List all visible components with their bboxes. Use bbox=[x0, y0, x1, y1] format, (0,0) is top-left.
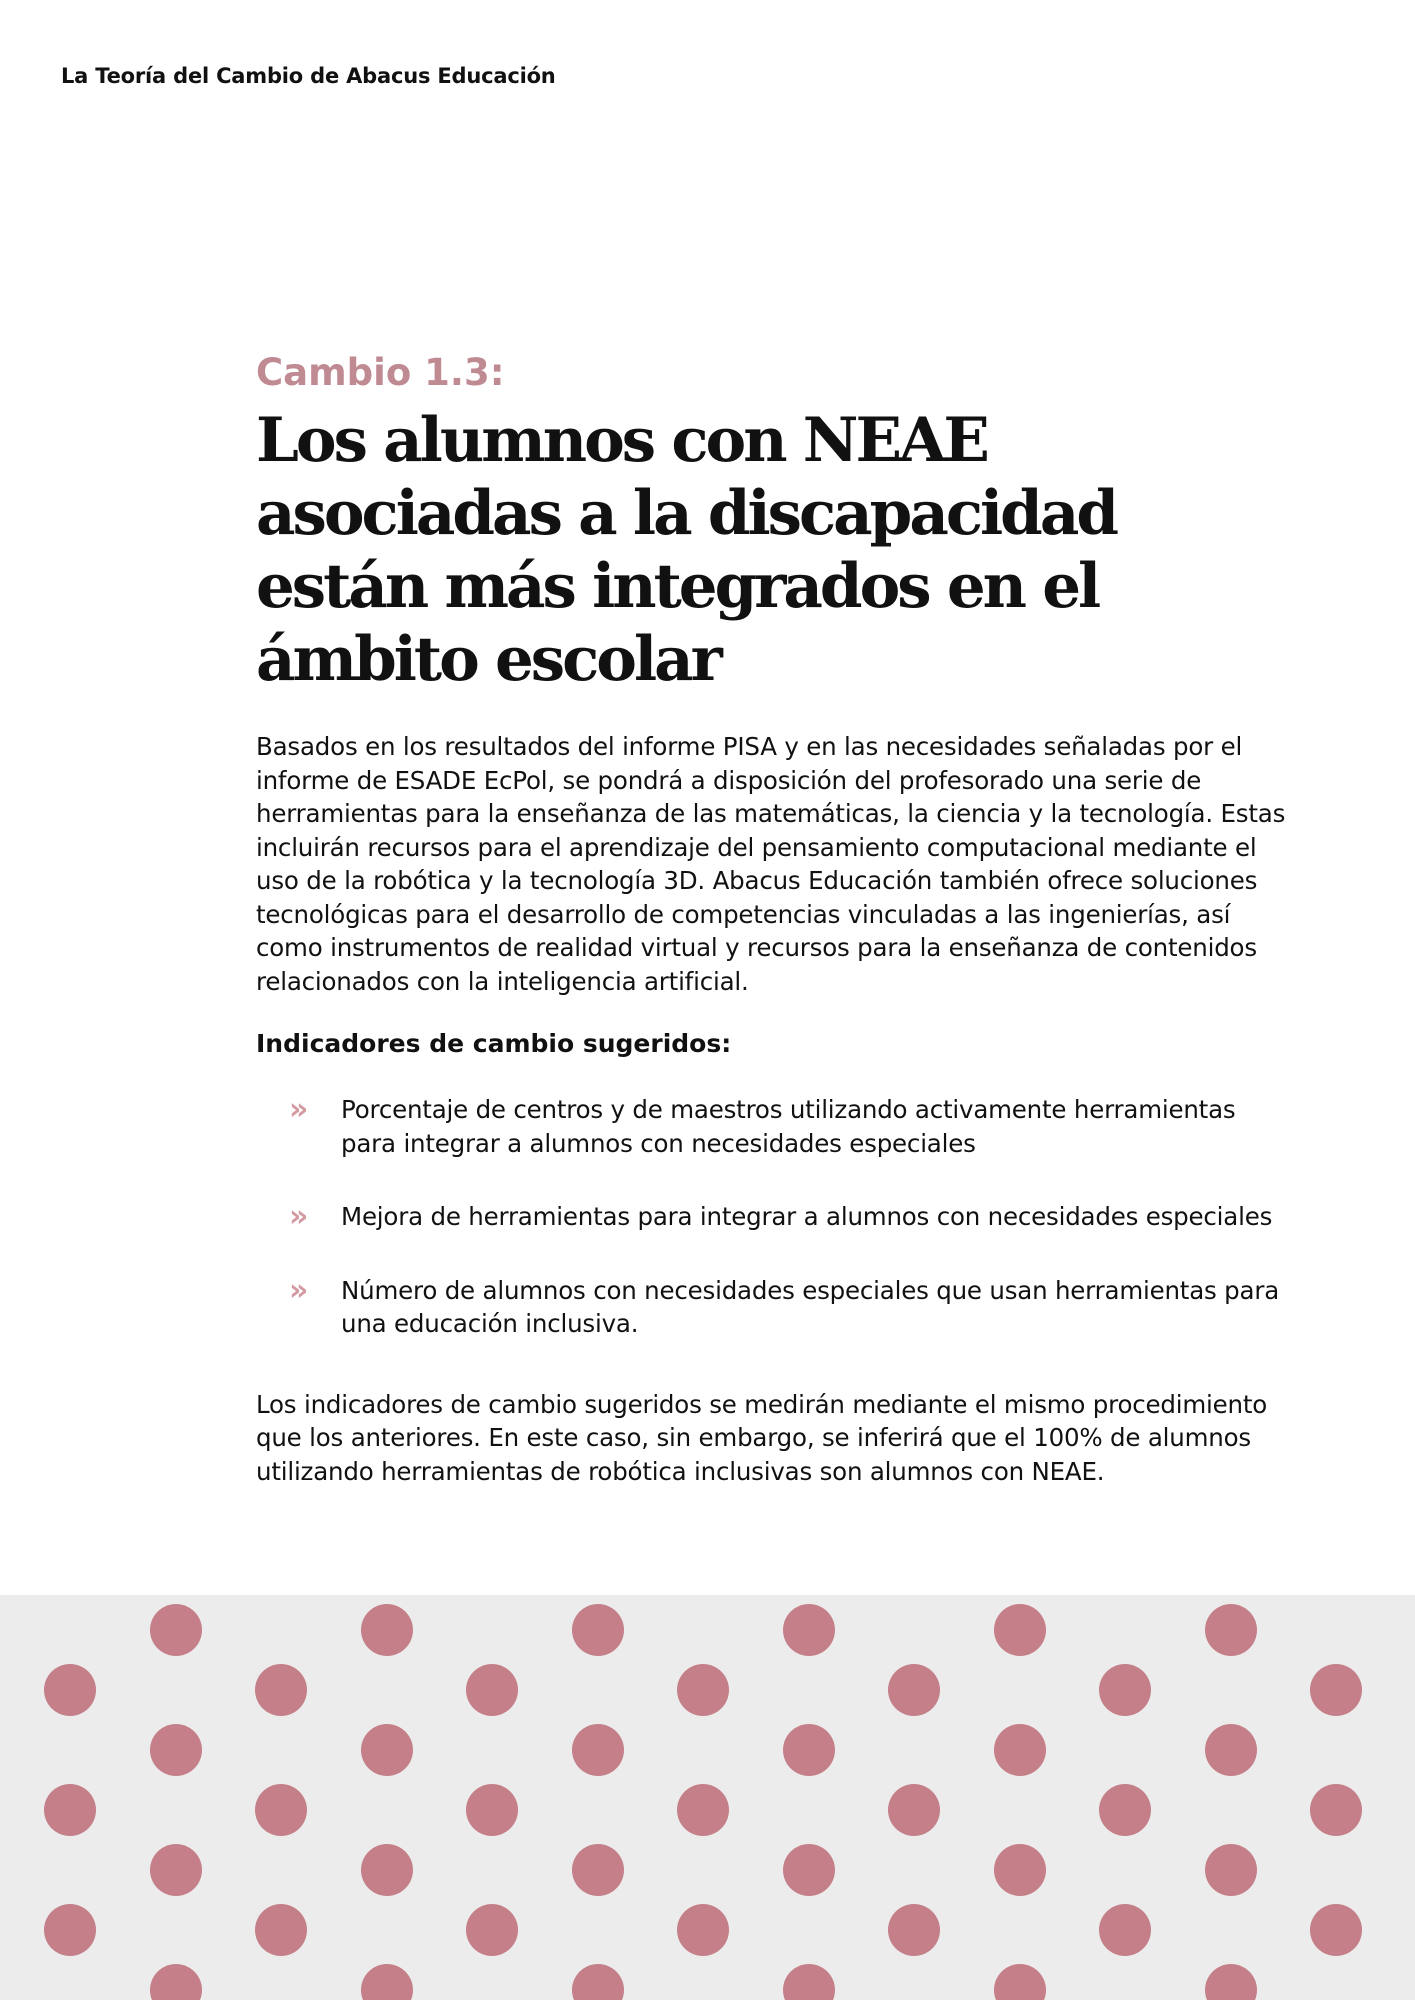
running-header: La Teoría del Cambio de Abacus Educación bbox=[61, 64, 556, 88]
section-eyebrow: Cambio 1.3: bbox=[256, 351, 505, 394]
main-content bbox=[256, 348, 1296, 1488]
decorative-dot bbox=[361, 1604, 413, 1656]
decorative-dot bbox=[361, 1724, 413, 1776]
decorative-dot bbox=[1205, 1604, 1257, 1656]
decorative-dot bbox=[44, 1664, 96, 1716]
decorative-dot bbox=[255, 1904, 307, 1956]
decorative-dot bbox=[1310, 1904, 1362, 1956]
decorative-dot bbox=[572, 1844, 624, 1896]
page-title: Los alumnos con NEAE asociadas a la discapacidad están más integrados en el ámbito escolar bbox=[256, 405, 1117, 695]
indicator-text: Mejora de herramientas para integrar a alumnos con necesidades especiales bbox=[341, 1202, 1273, 1231]
indicator-item bbox=[256, 1093, 1296, 1160]
indicator-item bbox=[256, 1200, 1296, 1234]
decorative-dot bbox=[150, 1964, 202, 2000]
decorative-dot bbox=[888, 1784, 940, 1836]
decorative-dot bbox=[466, 1784, 518, 1836]
decorative-dot bbox=[150, 1724, 202, 1776]
decorative-dot bbox=[1310, 1784, 1362, 1836]
decorative-dot bbox=[783, 1604, 835, 1656]
polka-dot-band bbox=[0, 1595, 1415, 2000]
double-chevron-icon: » bbox=[289, 1272, 305, 1308]
decorative-dot bbox=[255, 1664, 307, 1716]
decorative-dot bbox=[1205, 1724, 1257, 1776]
decorative-dot bbox=[1099, 1904, 1151, 1956]
double-chevron-icon: » bbox=[289, 1199, 305, 1234]
decorative-dot bbox=[1099, 1784, 1151, 1836]
decorative-dot bbox=[677, 1664, 729, 1716]
decorative-dot bbox=[255, 1784, 307, 1836]
decorative-dot bbox=[888, 1664, 940, 1716]
decorative-dot bbox=[677, 1784, 729, 1836]
decorative-dot bbox=[466, 1904, 518, 1956]
decorative-dot bbox=[1205, 1964, 1257, 2000]
decorative-dot bbox=[1310, 1664, 1362, 1716]
closing-paragraph: Los indicadores de cambio sugeridos se medirán mediante el mismo procedimiento que los anteriores. En este caso, sin embargo, se inferirá que el 100% de alumnos utilizando herramientas de robótica inclusivas son alumnos con NEAE. bbox=[256, 1389, 1268, 1486]
decorative-dot bbox=[677, 1904, 729, 1956]
decorative-dot bbox=[994, 1964, 1046, 2000]
decorative-dot bbox=[783, 1724, 835, 1776]
decorative-dot bbox=[783, 1964, 835, 2000]
decorative-dot bbox=[572, 1964, 624, 2000]
intro-paragraph: Basados en los resultados del informe PISA y en las necesidades señaladas por el informe de ESADE EcPol, se pondrá a disposición del profesorado una serie de herramientas para la enseñanza de las matemáticas, la ciencia y la tecnología. Estas incluirán recursos para el aprendizaje del pensamiento computacional mediante el uso de la robótica y la tecnología 3D. Abacus Educación también ofrece soluciones tecnológicas para el desarrollo de competencias vinculadas a las ingenierías, así como instrumentos de realidad virtual y recursos para la enseñanza de contenidos relacionados con la inteligencia artificial. bbox=[256, 732, 1286, 996]
decorative-dot bbox=[994, 1604, 1046, 1656]
decorative-dot bbox=[783, 1844, 835, 1896]
decorative-dot bbox=[44, 1784, 96, 1836]
decorative-dot bbox=[888, 1904, 940, 1956]
decorative-dot bbox=[44, 1904, 96, 1956]
decorative-dot bbox=[994, 1844, 1046, 1896]
indicator-list bbox=[256, 1093, 1296, 1341]
indicator-text: Porcentaje de centros y de maestros utilizando activamente herramientas para integrar a alumnos con necesidades especiales bbox=[341, 1095, 1236, 1158]
decorative-dot bbox=[994, 1724, 1046, 1776]
decorative-dot bbox=[466, 1664, 518, 1716]
indicator-item bbox=[256, 1274, 1296, 1341]
decorative-dot bbox=[150, 1604, 202, 1656]
decorative-dot bbox=[1099, 1664, 1151, 1716]
decorative-dot bbox=[572, 1724, 624, 1776]
double-chevron-icon: » bbox=[289, 1092, 305, 1127]
decorative-dot bbox=[150, 1844, 202, 1896]
polka-dot-pattern bbox=[0, 1595, 1415, 2000]
indicator-text: Número de alumnos con necesidades especiales que usan herramientas para una educación inclusiva. bbox=[341, 1275, 1280, 1338]
decorative-dot bbox=[1205, 1844, 1257, 1896]
decorative-dot bbox=[572, 1604, 624, 1656]
decorative-dot bbox=[361, 1964, 413, 2000]
indicators-heading: Indicadores de cambio sugeridos: bbox=[256, 1029, 732, 1058]
decorative-dot bbox=[361, 1844, 413, 1896]
